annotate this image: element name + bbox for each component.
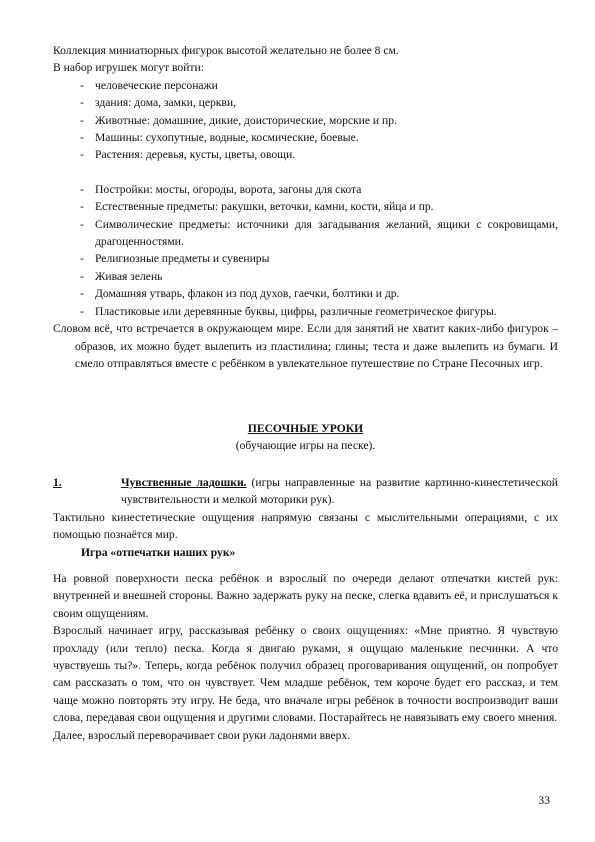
game-title: Игра «отпечатки наших рук»: [81, 545, 236, 559]
list-item: - Машины: сухопутные, водные, космические, боевые.: [53, 129, 558, 146]
lesson-item-number: 1.: [53, 476, 62, 489]
list-item: - Пластиковые или деревянные буквы, цифры, различные геометрическое фигуры.: [53, 303, 558, 320]
list-item: - Животные: домашние, дикие, доисторические, морские и пр.: [53, 112, 558, 129]
section-subtitle: (обучающие игры на песке).: [235, 439, 376, 453]
lesson-item-title: Чувственные ладошки.: [121, 476, 247, 489]
list-item: - Естественные предметы: ракушки, веточки, камни, кости, яйца и пр.: [53, 198, 558, 215]
list-item: - Символические предметы: источники для загадывания желаний, ящики с сокровищами, драгоценностями.: [53, 216, 558, 251]
intro-line-1: Коллекция миниатюрных фигурок высотой желательно не более 8 см.: [53, 44, 399, 57]
page-number: 33: [538, 794, 550, 807]
spacer: [53, 164, 558, 181]
game-paragraph: Взрослый начинает игру, рассказывая ребёнку о своих ощущениях: «Мне приятно. Я чувствую прохладу (или тепло) песка. Когда я двигаю руками, я ощущаю маленькие песчинки. А что чувствуешь ты?». Теперь, когда ребёнок получил образец проговаривания ощущений, он попробует сам рассказать о том, что он чувствует. Чем младше ребёнок, тем короче будет его рассказ, и тем чаще можно повторять эту игру. Не беда, что вначале игры ребёнок в точности воспроизводит ваши слова, передавая свои ощущения и другими словами. Постарайтесь не навязывать ему своего мнения.: [53, 624, 558, 725]
intro-line-2: В набор игрушек могут войти:: [53, 61, 204, 75]
summary-paragraph: Словом всё, что встречается в окружающем мире. Если для занятий не хватит каких-либо фигурок – образов, их можно будет вылепить из пластилина; глины; теста и даже вылепить из бумаги. И смело отправляться вместе с ребёнком в увлекательное путешествие по Стране Песочных игр.: [53, 322, 558, 370]
list-item: - Религиозные предметы и сувениры: [53, 250, 558, 267]
lesson-item-heading: [53, 474, 558, 509]
list-item: - Живая зелень: [53, 268, 558, 285]
list-item: - здания: дома, замки, церкви,: [53, 94, 558, 111]
list-item: - Растения: деревья, кусты, цветы, овощи.: [53, 146, 558, 163]
lesson-item-description: (игры направленные на развитие картинно-кинестетической чувствительности и мелкой моторики рук).: [121, 476, 558, 507]
lesson-item-text: Тактильно кинестетические ощущения напрямую связаны с мыслительными операциями, с их помощью познаётся мир.: [53, 510, 558, 542]
game-paragraph: Далее, взрослый переворачивает свои руки ладонями вверх.: [53, 728, 351, 742]
list-item: - Постройки: мосты, огороды, ворота, загоны для скота: [53, 181, 558, 198]
section-header: [53, 420, 558, 455]
toys-list-1: [53, 77, 558, 164]
section-title: ПЕСОЧНЫЕ УРОКИ: [247, 422, 364, 435]
list-item: - человеческие персонажи: [53, 77, 558, 94]
lesson-item-1: [53, 474, 558, 561]
game-description: [53, 570, 558, 744]
game-paragraph: На ровной поверхности песка ребёнок и взрослый по очереди делают отпечатки кистей рук: внутренней и внешней стороны. Важно задержать руку на песке, слегка вдавить её, и прислушаться к своим ощущениям.: [53, 572, 558, 620]
toys-list-section: [53, 42, 558, 372]
list-item: - Домашняя утварь, флакон из под духов, гаечки, болтики и др.: [53, 285, 558, 302]
toys-list-2: [53, 181, 558, 320]
